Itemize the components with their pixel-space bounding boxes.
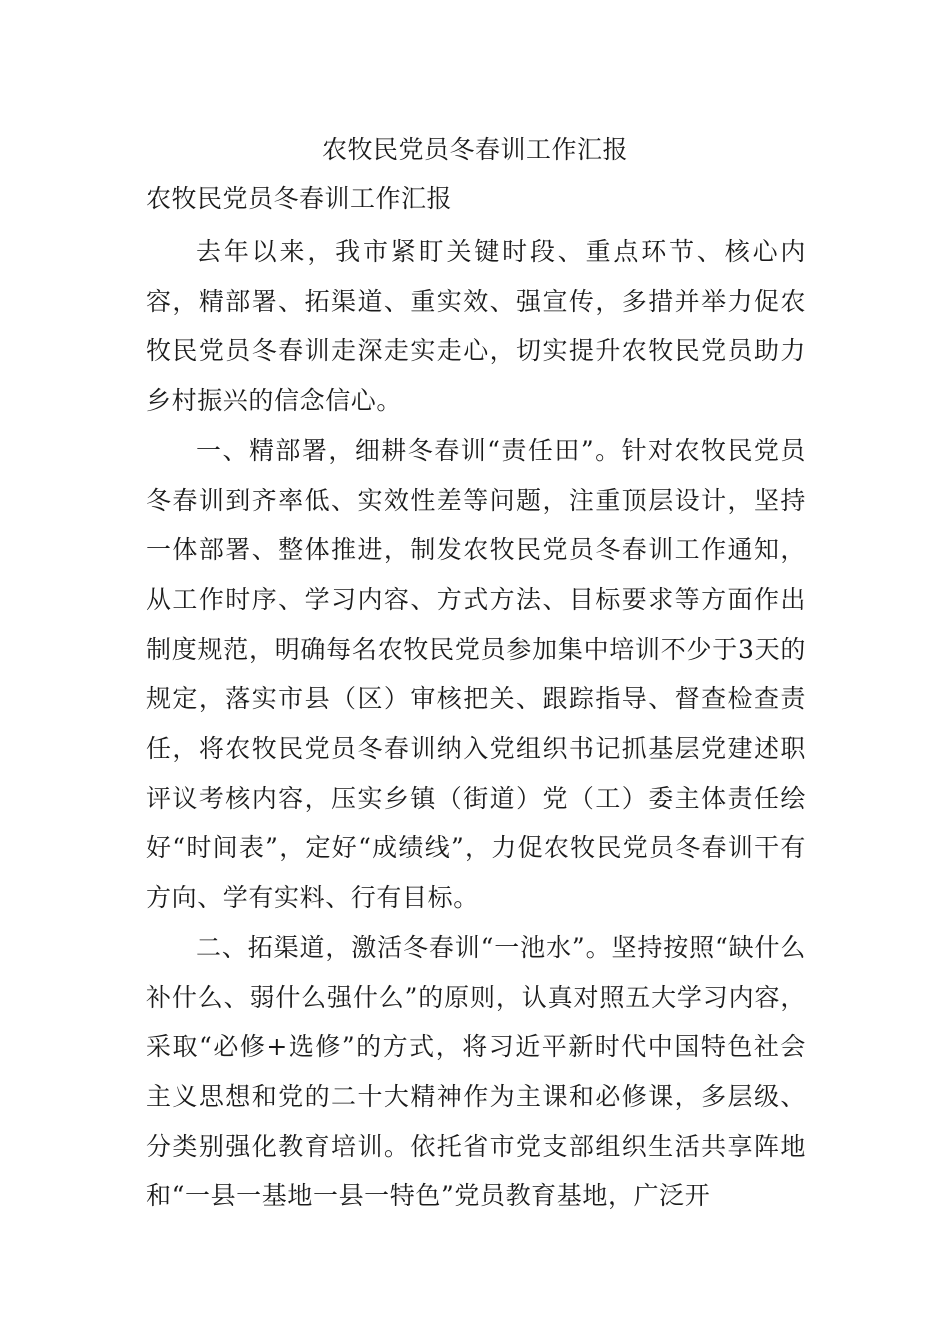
paragraph-intro: 去年以来，我市紧盯关键时段、重点环节、核心内容，精部署、拓渠道、重实效、强宣传，多措并举力促农牧民党员冬春训走深走实走心，切实提升农牧民党员助力乡村振兴的信念信心。 — [146, 237, 806, 416]
paragraph-section-2: 二、拓渠道，激活冬春训“一池水”。坚持按照“缺什么补什么、弱什么强什么”的原则，认真对照五大学习内容，采取“必修+选修”的方式，将习近平新时代中国特色社会主义思想和党的二十大精神作为主课和必修课，多层级、分类别强化教育培训。依托省市党支部组织生活共享阵地和“一县一基地一县一特色”党员教育基地，广泛开 — [146, 932, 806, 1211]
paragraph-section-1: 一、精部署，细耕冬春训“责任田”。针对农牧民党员冬春训到齐率低、实效性差等问题，注重顶层设计，坚持一体部署、整体推进，制发农牧民党员冬春训工作通知，从工作时序、学习内容、方式方法、目标要求等方面作出制度规范，明确每名农牧民党员参加集中培训不少于3天的规定，落实市县（区）审核把关、跟踪指导、督查检查责任，将农牧民党员冬春训纳入党组织书记抓基层党建述职评议考核内容，压实乡镇（街道）党（工）委主体责任绘好“时间表”，定好“成绩线”，力促农牧民党员冬春训干有方向、学有实料、行有目标。 — [146, 435, 806, 913]
document-body — [146, 227, 806, 1221]
document-title: 农牧民党员冬春训工作汇报 — [321, 135, 628, 164]
document-subtitle: 农牧民党员冬春训工作汇报 — [146, 184, 453, 213]
